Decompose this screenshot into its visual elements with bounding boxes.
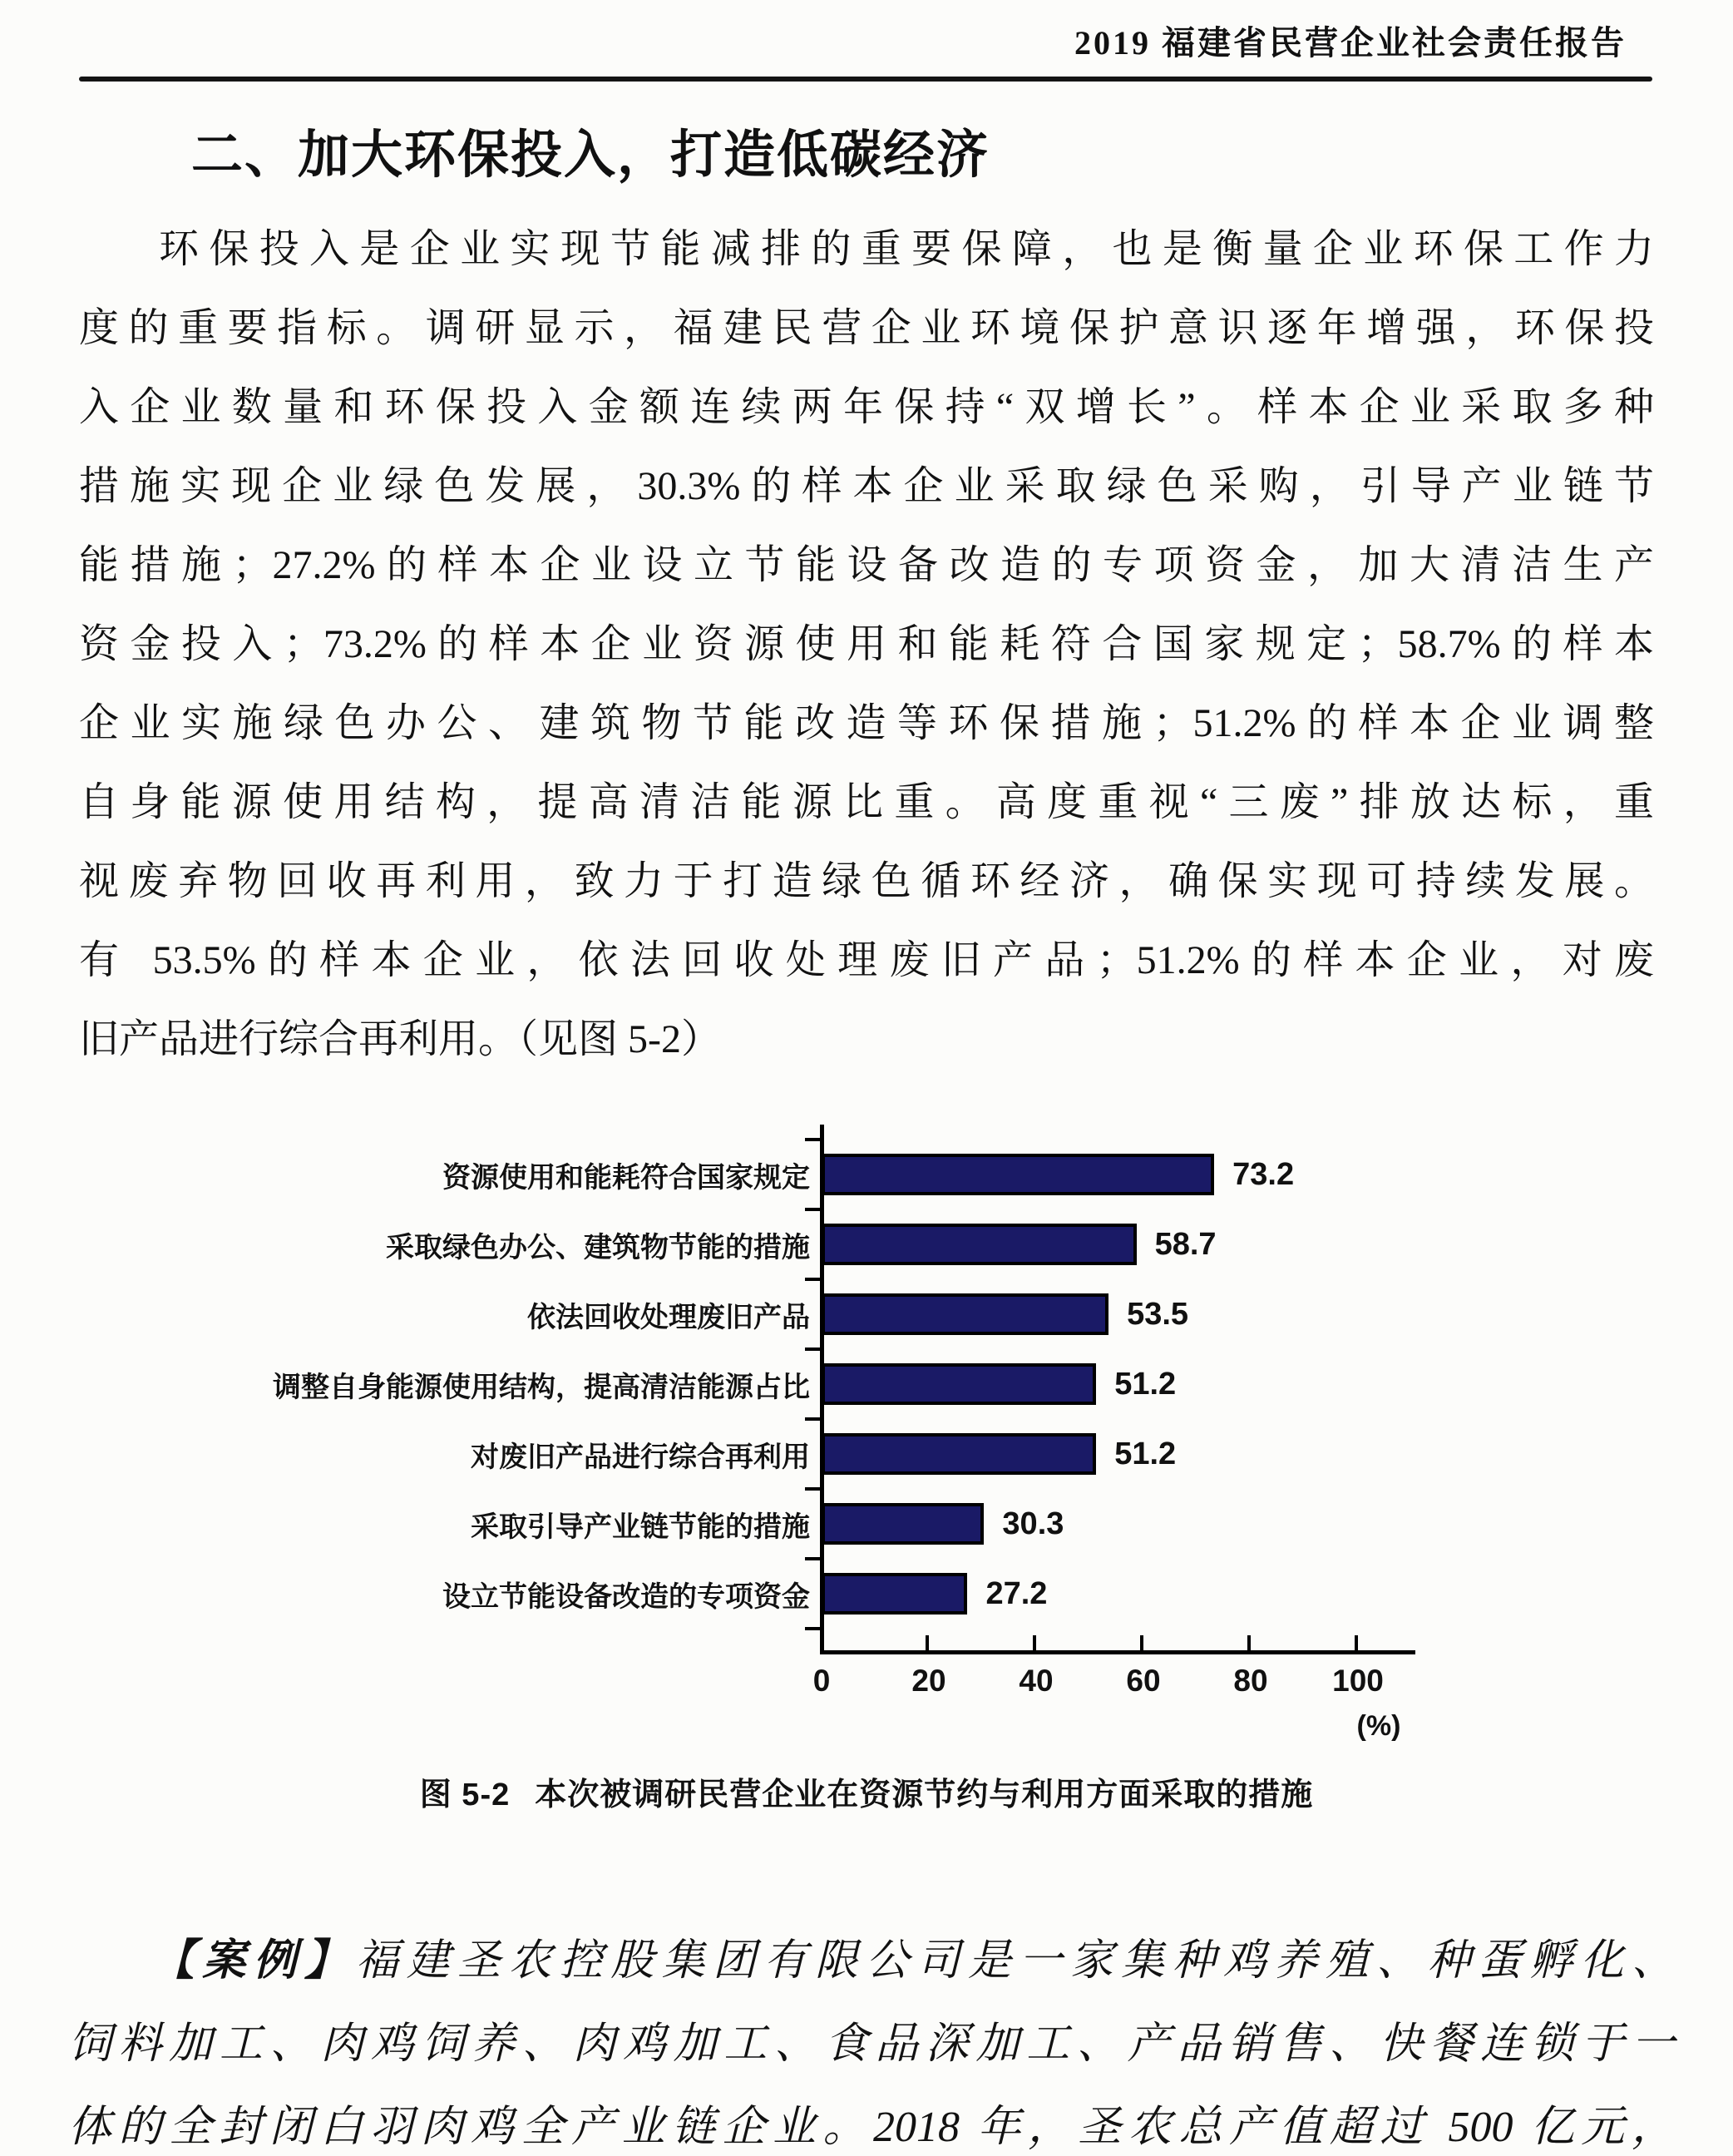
x-tick-label: 20 [911, 1664, 946, 1698]
value-label: 73.2 [1232, 1156, 1295, 1192]
bar [822, 1363, 1096, 1405]
x-axis-tick [926, 1635, 929, 1650]
body-line: 度的重要指标。调研显示，福建民营企业环境保护意识逐年增强，环保投 [79, 306, 1654, 350]
x-tick-label: 0 [812, 1664, 831, 1698]
x-tick-label: 40 [1019, 1664, 1054, 1698]
body-line: 企业实施绿色办公、建筑物节能改造等环保措施；51.2%的样本企业调整 [79, 701, 1654, 745]
value-label: 58.7 [1154, 1226, 1217, 1262]
value-label: 51.2 [1114, 1436, 1177, 1471]
case-label: 【案例】 [151, 1937, 356, 1985]
chart-row [249, 1140, 1733, 1209]
bar [822, 1573, 967, 1615]
body-line: 自身能源使用结构，提高清洁能源比重。高度重视“三废”排放达标，重 [79, 780, 1654, 824]
chart-row [249, 1419, 1733, 1489]
category-label: 资源使用和能耗符合国家规定 [442, 1161, 810, 1194]
y-axis-tick [805, 1417, 820, 1421]
category-label: 对废旧产品进行综合再利用 [471, 1441, 810, 1473]
figure-caption [0, 1768, 1733, 1814]
chart-x-axis [820, 1650, 1415, 1654]
x-axis-tick [1140, 1635, 1143, 1650]
header-divider [79, 77, 1652, 82]
bar [822, 1293, 1108, 1335]
x-axis-tick [1247, 1635, 1251, 1650]
y-axis-tick [805, 1627, 820, 1630]
bar [822, 1154, 1214, 1195]
bar [822, 1224, 1137, 1265]
chart-rows [249, 1140, 1733, 1629]
y-axis-tick [805, 1138, 820, 1141]
axis-unit-label: (%) [1356, 1710, 1401, 1742]
case-line: 饲料加工、肉鸡饲养、肉鸡加工、食品深加工、产品销售、快餐连锁于一 [68, 2020, 1675, 2068]
body-line: 旧产品进行综合再利用。（见图 5-2） [79, 1017, 721, 1061]
y-axis-tick [805, 1487, 820, 1491]
x-tick-label: 60 [1126, 1664, 1161, 1698]
body-line: 入企业数量和环保投入金额连续两年保持“双增长”。样本企业采取多种 [79, 385, 1654, 429]
x-axis-tick [1033, 1635, 1036, 1650]
chart-row [249, 1349, 1733, 1419]
figure-caption-text: 本次被调研民营企业在资源节约与利用方面采取的措施 [535, 1778, 1314, 1812]
chart-row [249, 1559, 1733, 1629]
value-label: 27.2 [985, 1575, 1048, 1611]
body-line: 措施实现企业绿色发展，30.3%的样本企业采取绿色采购，引导产业链节 [79, 464, 1654, 508]
case-study-paragraph [68, 1920, 1675, 2156]
body-line: 环保投入是企业实现节能减排的重要保障，也是衡量企业环保工作力 [159, 227, 1654, 271]
chart-row [249, 1279, 1733, 1349]
value-label: 51.2 [1114, 1366, 1177, 1402]
category-label: 依法回收处理废旧产品 [527, 1301, 810, 1333]
category-label: 采取绿色办公、建筑物节能的措施 [386, 1231, 810, 1263]
y-axis-tick [805, 1278, 820, 1281]
body-line: 视废弃物回收再利用，致力于打造绿色循环经济，确保实现可持续发展。 [79, 859, 1654, 903]
chart-row [249, 1489, 1733, 1559]
bar [822, 1433, 1096, 1475]
x-tick-label: 100 [1332, 1664, 1384, 1698]
bar [822, 1503, 984, 1545]
category-label: 调整自身能源使用结构，提高清洁能源占比 [273, 1371, 810, 1403]
figure-number: 图 5-2 [419, 1778, 511, 1812]
body-paragraph [79, 210, 1654, 1079]
category-label: 采取引导产业链节能的措施 [471, 1511, 810, 1543]
case-line [68, 1920, 1675, 2003]
chart-y-axis [820, 1125, 824, 1654]
x-axis-tick [1355, 1635, 1358, 1650]
case-line: 体的全封闭白羽肉鸡全产业链企业。2018 年，圣农总产值超过 500 亿元， [68, 2104, 1675, 2151]
value-label: 53.5 [1127, 1296, 1189, 1332]
body-line: 资金投入；73.2%的样本企业资源使用和能耗符合国家规定；58.7%的样本 [79, 622, 1654, 666]
chart-row [249, 1209, 1733, 1279]
y-axis-tick [805, 1208, 820, 1211]
category-label: 设立节能设备改造的专项资金 [442, 1580, 810, 1613]
section-title: 二、加大环保投入，打造低碳经济 [191, 126, 990, 184]
case-line-text: 福建圣农控股集团有限公司是一家集种鸡养殖、种蛋孵化、 [355, 1937, 1675, 1985]
x-tick-label: 80 [1233, 1664, 1268, 1698]
y-axis-tick [805, 1557, 820, 1560]
body-line: 能措施；27.2%的样本企业设立节能设备改造的专项资金，加大清洁生产 [79, 543, 1654, 587]
running-header-title: 2019 福建省民营企业社会责任报告 [1074, 24, 1627, 62]
body-line: 有 53.5%的样本企业，依法回收处理废旧产品；51.2%的样本企业，对废 [79, 938, 1654, 982]
y-axis-tick [805, 1348, 820, 1351]
value-label: 30.3 [1002, 1506, 1064, 1541]
